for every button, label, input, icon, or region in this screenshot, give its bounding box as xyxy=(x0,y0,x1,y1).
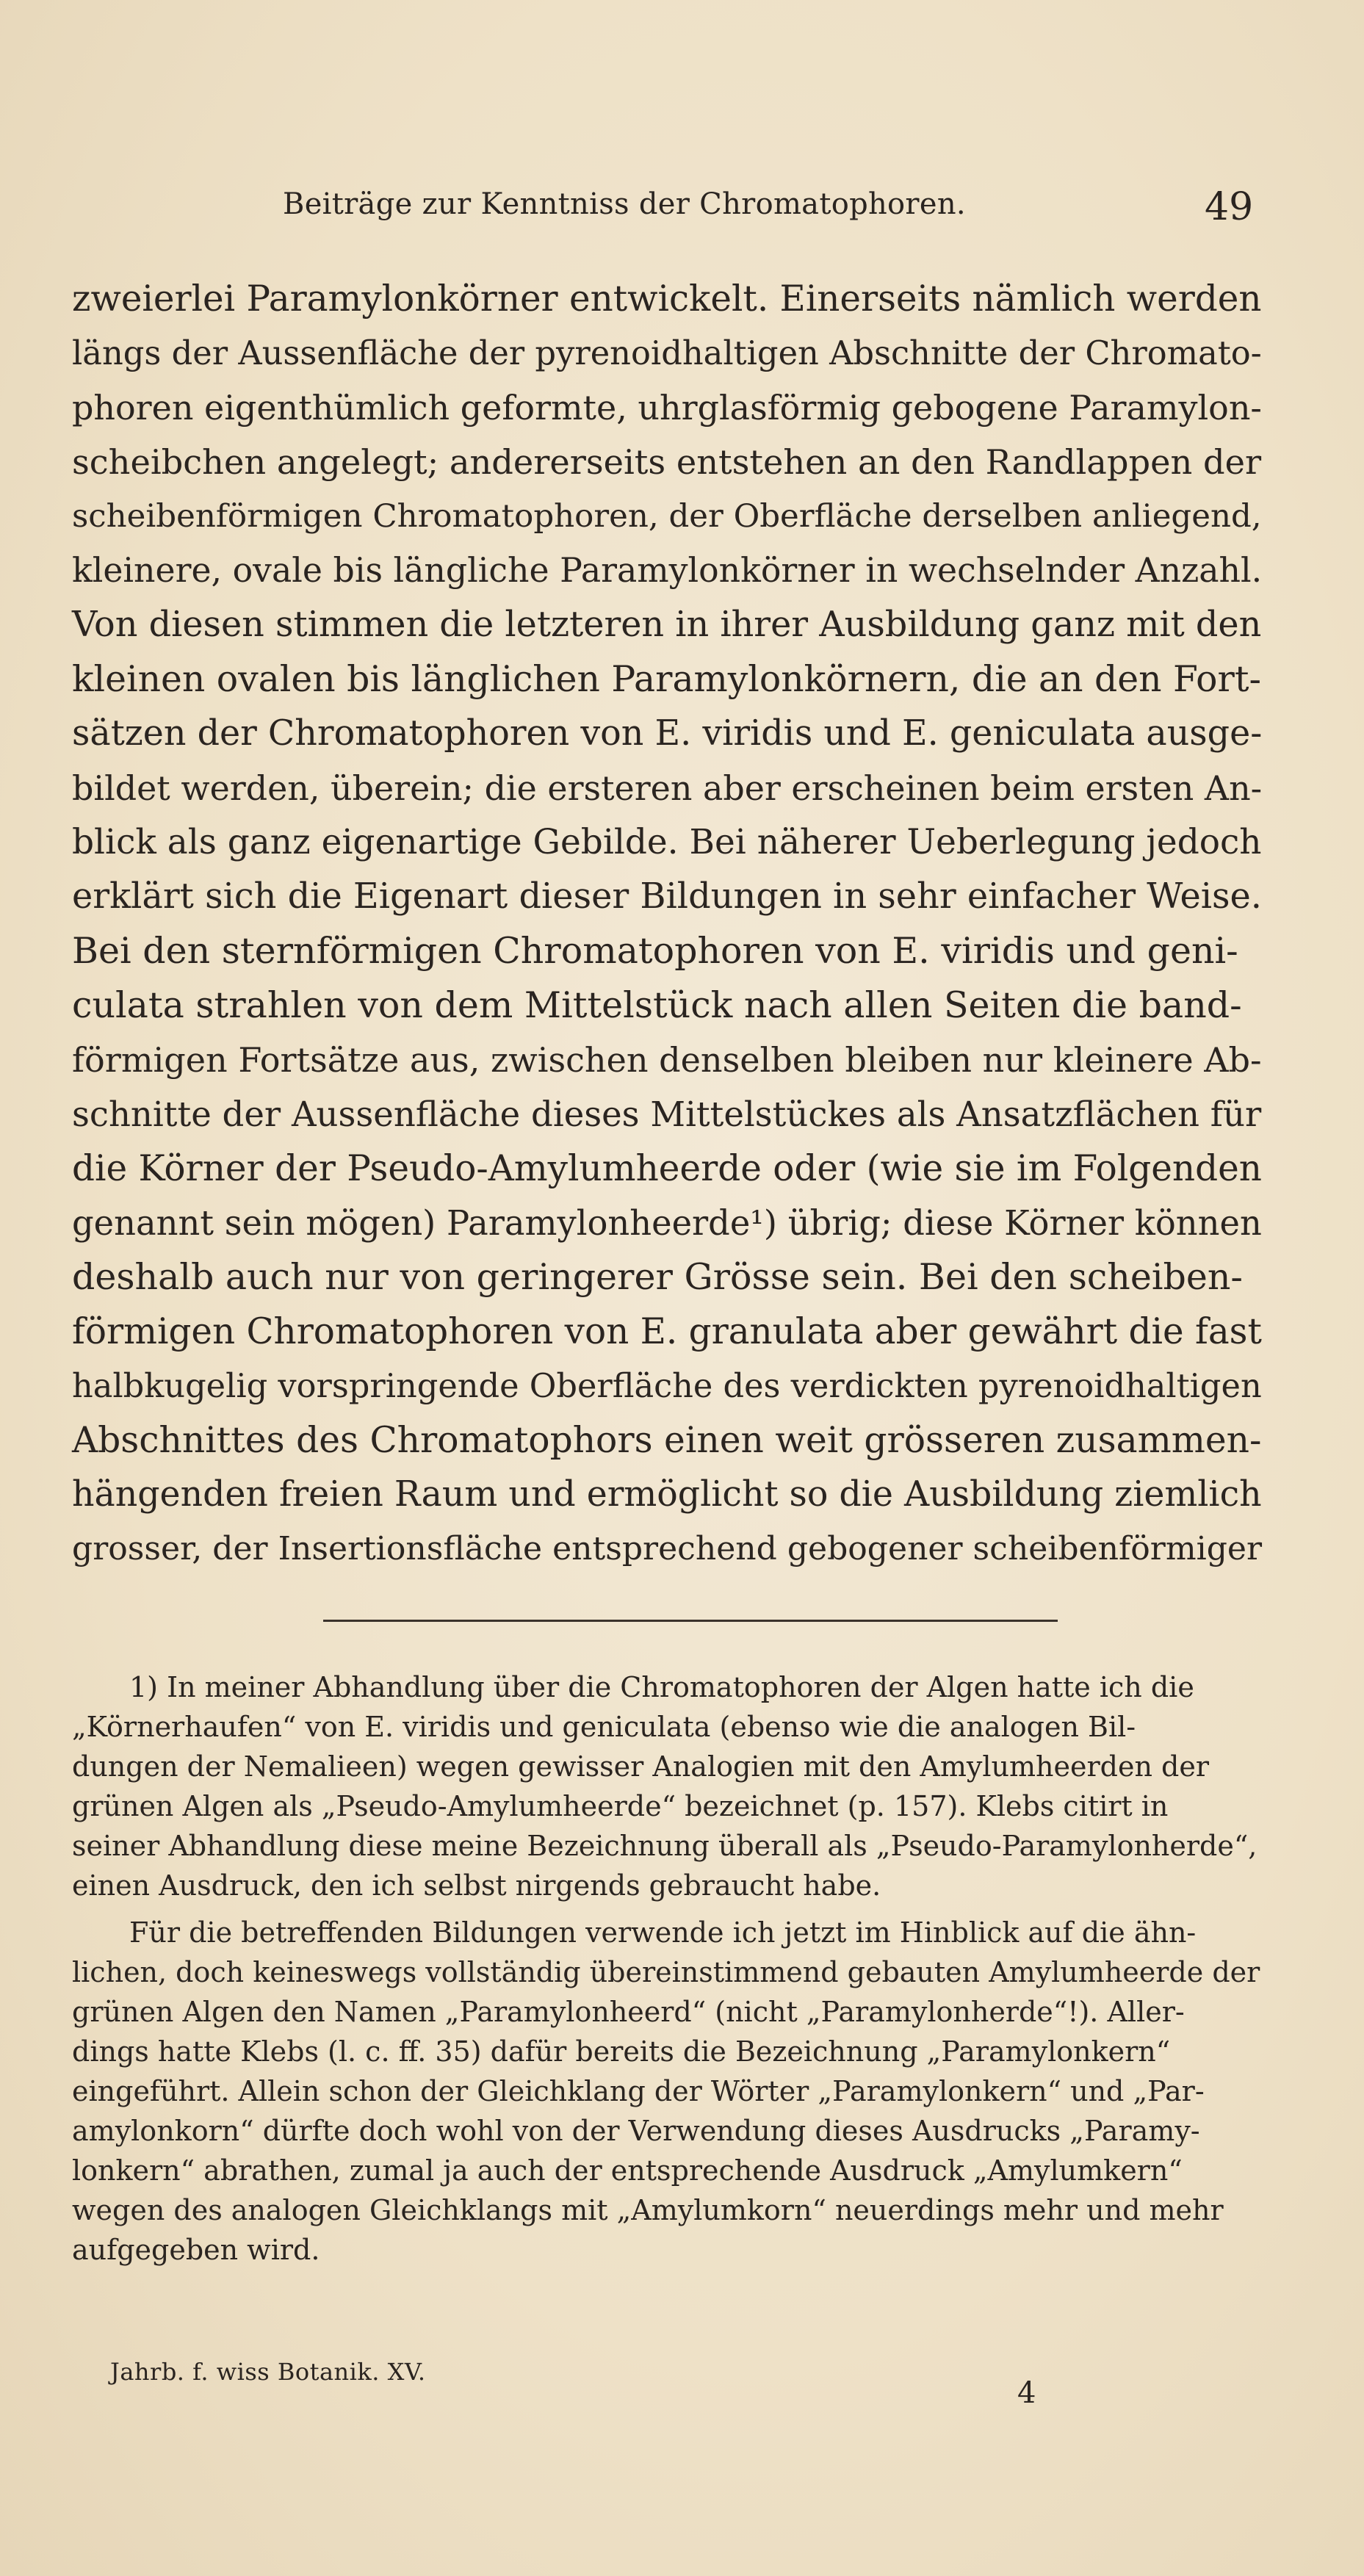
printer-signature: Jahrb. f. wiss Botanik. XV. xyxy=(110,2358,426,2386)
footnote-line: grünen Algen als „Pseudo-Amylumheerde“ bezeichnet (p. 157). Klebs citirt in xyxy=(72,1790,1169,1822)
footnote-line: lonkern“ abrathen, zumal ja auch der entsprechende Ausdruck „Amylumkern“ xyxy=(72,2154,1183,2187)
footnote-line: einen Ausdruck, den ich selbst nirgends gebraucht habe. xyxy=(72,1869,881,1902)
text-line: kleinen ovalen bis länglichen Paramylonkörnern, die an den Fort- xyxy=(72,658,1261,700)
text-line: genannt sein mögen) Paramylonheerde¹) übrig; diese Körner können xyxy=(72,1203,1262,1243)
text-line: scheibchen angelegt; andererseits entstehen an den Randlappen der xyxy=(72,442,1262,482)
footnote-divider xyxy=(323,1620,1058,1622)
footnote-line: dungen der Nemalieen) wegen gewisser Analogien mit den Amylumheerden der xyxy=(72,1750,1209,1783)
text-line: culata strahlen von dem Mittelstück nach allen Seiten die band- xyxy=(72,984,1242,1026)
text-line: erklärt sich die Eigenart dieser Bildungen in sehr einfacher Weise. xyxy=(72,876,1262,917)
footnote-line: 1) In meiner Abhandlung über die Chromatophoren der Algen hatte ich die xyxy=(129,1671,1194,1703)
text-line: hängenden freien Raum und ermöglicht so die Ausbildung ziemlich xyxy=(72,1474,1262,1515)
footnote-line: lichen, doch keineswegs vollständig übereinstimmend gebauten Amylumheerde der xyxy=(72,1956,1260,1988)
footnote-line: grünen Algen den Namen „Paramylonheerd“ (nicht „Paramylonherde“!). Aller- xyxy=(72,1996,1185,2028)
text-line: zweierlei Paramylonkörner entwickelt. Einerseits nämlich werden xyxy=(72,278,1262,320)
text-line: blick als ganz eigenartige Gebilde. Bei näherer Ueberlegung jedoch xyxy=(72,822,1262,862)
sheet-number: 4 xyxy=(1017,2376,1036,2410)
text-line: kleinere, ovale bis längliche Paramylonkörner in wechselnder Anzahl. xyxy=(72,551,1263,590)
running-head-title: Beiträge zur Kenntniss der Chromatophoren. xyxy=(283,187,966,221)
text-line: bildet werden, überein; die ersteren aber erscheinen beim ersten An- xyxy=(72,768,1263,808)
footnote-line: aufgegeben wird. xyxy=(72,2234,320,2266)
footnote-line: Für die betreffenden Bildungen verwende ich jetzt im Hinblick auf die ähn- xyxy=(129,1916,1197,1949)
text-line: die Körner der Pseudo-Amylumheerde oder (wie sie im Folgenden xyxy=(72,1148,1262,1189)
text-line: schnitte der Aussenfläche dieses Mittelstückes als Ansatzflächen für xyxy=(72,1094,1262,1134)
text-line: längs der Aussenfläche der pyrenoidhaltigen Abschnitte der Chromato- xyxy=(72,333,1262,372)
text-line: Abschnittes des Chromatophors einen weit grösseren zusammen- xyxy=(72,1420,1262,1461)
text-line: sätzen der Chromatophoren von E. viridis und E. geniculata ausge- xyxy=(72,713,1263,754)
page-number: 49 xyxy=(1205,185,1254,229)
text-line: deshalb auch nur von geringerer Grösse sein. Bei den scheiben- xyxy=(72,1256,1243,1298)
text-line: halbkugelig vorspringende Oberfläche des verdickten pyrenoidhaltigen xyxy=(72,1367,1262,1405)
footnote-line: dings hatte Klebs (l. c. ff. 35) dafür bereits die Bezeichnung „Paramylonkern“ xyxy=(72,2035,1171,2068)
footnote-line: „Körnerhaufen“ von E. viridis und geniculata (ebenso wie die analogen Bil- xyxy=(72,1711,1136,1743)
footnote-line: eingeführt. Allein schon der Gleichklang der Wörter „Paramylonkern“ und „Par- xyxy=(72,2075,1205,2107)
footnote-line: amylonkorn“ dürfte doch wohl von der Verwendung dieses Ausdrucks „Paramy- xyxy=(72,2115,1200,2147)
main-text-block xyxy=(72,272,1262,1576)
text-line: grosser, der Insertionsfläche entsprechend gebogener scheibenförmiger xyxy=(72,1530,1263,1567)
text-line: Von diesen stimmen die letzteren in ihrer Ausbildung ganz mit den xyxy=(72,605,1262,645)
text-line: scheibenförmigen Chromatophoren, der Oberfläche derselben anliegend, xyxy=(72,498,1262,535)
text-line: förmigen Chromatophoren von E. granulata aber gewährt die fast xyxy=(72,1311,1262,1352)
text-line: Bei den sternförmigen Chromatophoren von E. viridis und geni- xyxy=(72,930,1238,972)
footnote-line: seiner Abhandlung diese meine Bezeichnung überall als „Pseudo-Paramylonherde“, xyxy=(72,1830,1257,1862)
footnote-block xyxy=(72,1667,1262,2270)
text-line: förmigen Fortsätze aus, zwischen denselben bleiben nur kleinere Ab- xyxy=(72,1040,1262,1080)
footnote-line: wegen des analogen Gleichklangs mit „Amylumkorn“ neuerdings mehr und mehr xyxy=(72,2194,1224,2226)
text-line: phoren eigenthümlich geformte, uhrglasförmig gebogene Paramylon- xyxy=(72,388,1262,427)
